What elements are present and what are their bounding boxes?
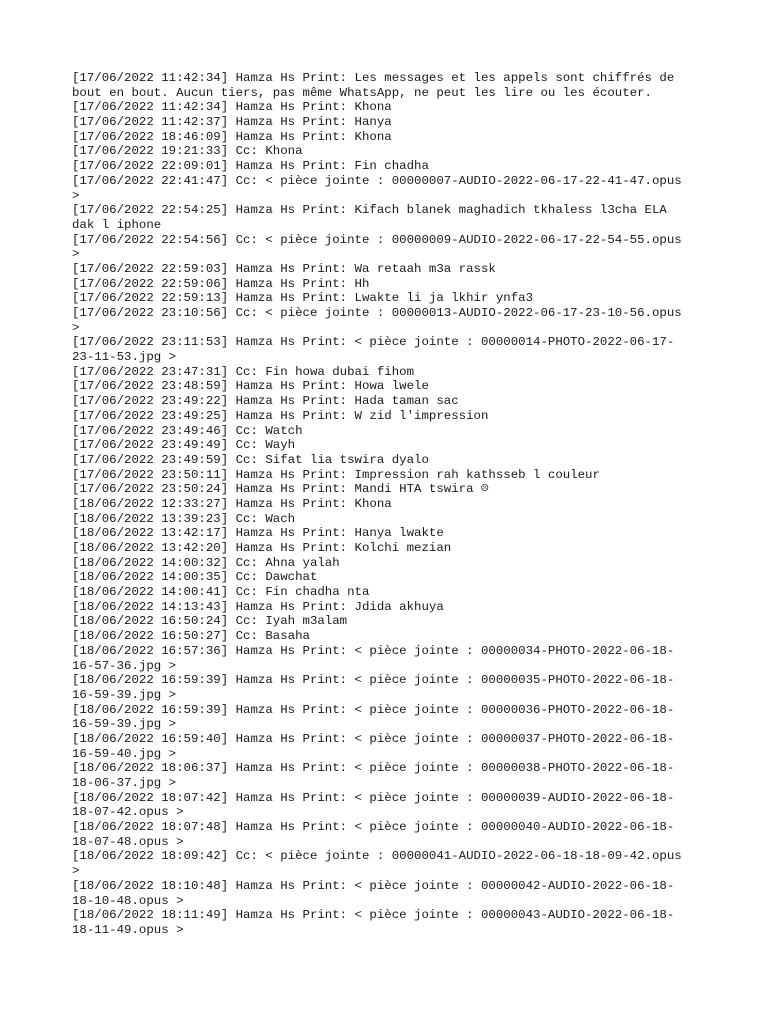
log-line: [17/06/2022 23:50:24] Hamza Hs Print: Mandi HTA tswira ☹ xyxy=(72,482,489,497)
log-line: [18/06/2022 18:07:48] Hamza Hs Print: < pièce jointe : 00000040-AUDIO-2022-06-18- xyxy=(72,820,675,835)
log-line: [18/06/2022 14:00:32] Cc: Ahna yalah xyxy=(72,555,340,570)
log-line: [17/06/2022 23:49:25] Hamza Hs Print: W zid l'impression xyxy=(72,408,489,423)
log-line: [18/06/2022 18:11:49] Hamza Hs Print: < pièce jointe : 00000043-AUDIO-2022-06-18- xyxy=(72,908,675,923)
log-line: [17/06/2022 23:49:49] Cc: Wayh xyxy=(72,438,296,453)
log-line: [17/06/2022 23:10:56] Cc: < pièce jointe : 00000013-AUDIO-2022-06-17-23-10-56.opus xyxy=(72,306,682,320)
chat-log xyxy=(72,71,702,938)
log-line: [18/06/2022 16:59:39] Hamza Hs Print: < pièce jointe : 00000035-PHOTO-2022-06-18- xyxy=(72,673,675,688)
log-line: [17/06/2022 23:48:59] Hamza Hs Print: Howa lwele xyxy=(72,379,429,394)
log-line: 18-06-37.jpg > xyxy=(72,776,177,790)
log-line: [17/06/2022 22:54:56] Cc: < pièce jointe : 00000009-AUDIO-2022-06-17-22-54-55.opus xyxy=(72,232,682,247)
log-line: 18-07-48.opus > xyxy=(72,834,184,849)
log-line: [18/06/2022 14:00:35] Cc: Dawchat xyxy=(72,570,318,585)
log-line: > xyxy=(72,188,80,203)
log-line: 16-59-39.jpg > xyxy=(72,717,177,732)
log-line: [17/06/2022 11:42:37] Hamza Hs Print: Hanya xyxy=(72,115,392,130)
log-line: [17/06/2022 22:41:47] Cc: < pièce jointe : 00000007-AUDIO-2022-06-17-22-41-47.opus xyxy=(72,173,682,188)
log-line: [17/06/2022 23:49:59] Cc: Sifat lia tswira dyalo xyxy=(72,452,429,467)
log-line: 23-11-53.jpg > xyxy=(72,350,177,365)
log-line: [17/06/2022 18:46:09] Hamza Hs Print: Khona xyxy=(72,129,392,144)
log-line: [17/06/2022 22:59:03] Hamza Hs Print: Wa retaah m3a rassk xyxy=(72,261,496,276)
log-line: [18/06/2022 13:39:23] Cc: Wach xyxy=(72,511,296,526)
log-line: [18/06/2022 16:50:27] Cc: Basaha xyxy=(72,629,310,644)
log-line: > xyxy=(72,247,80,262)
log-line: [18/06/2022 14:00:41] Cc: Fin chadha nta xyxy=(72,585,370,600)
log-line: 18-07-42.opus > xyxy=(72,805,184,820)
log-line: [17/06/2022 23:47:31] Cc: Fin howa dubai fihom xyxy=(72,364,415,379)
log-line: 18-11-49.opus > xyxy=(72,922,184,937)
log-line: [18/06/2022 13:42:17] Hamza Hs Print: Hanya lwakte xyxy=(72,526,444,541)
log-line: [17/06/2022 23:49:22] Hamza Hs Print: Hada taman sac xyxy=(72,394,459,409)
log-line: [17/06/2022 23:11:53] Hamza Hs Print: < pièce jointe : 00000014-PHOTO-2022-06-17- xyxy=(72,335,675,350)
log-line: [17/06/2022 19:21:33] Cc: Khona xyxy=(72,144,303,159)
log-line: [18/06/2022 13:42:20] Hamza Hs Print: Kolchi mezian xyxy=(72,541,452,555)
log-line: [18/06/2022 16:57:36] Hamza Hs Print: < pièce jointe : 00000034-PHOTO-2022-06-18- xyxy=(72,643,675,658)
log-line: [18/06/2022 16:59:40] Hamza Hs Print: < pièce jointe : 00000037-PHOTO-2022-06-18- xyxy=(72,731,675,746)
log-line: 18-10-48.opus > xyxy=(72,893,184,908)
log-line: bout en bout. Aucun tiers, pas même WhatsApp, ne peut les lire ou les écouter. xyxy=(72,85,652,100)
log-line: dak l iphone xyxy=(72,217,162,232)
log-line: [18/06/2022 16:59:39] Hamza Hs Print: < pièce jointe : 00000036-PHOTO-2022-06-18- xyxy=(72,702,675,717)
log-line: [17/06/2022 22:09:01] Hamza Hs Print: Fin chadha xyxy=(72,159,429,174)
log-line: [17/06/2022 22:59:13] Hamza Hs Print: Lwakte li ja lkhir ynfa3 xyxy=(72,291,534,306)
log-line: [17/06/2022 22:54:25] Hamza Hs Print: Kifach blanek maghadich tkhaless l3cha ELA xyxy=(72,203,667,218)
log-line: 16-59-40.jpg > xyxy=(72,746,177,761)
log-line: [18/06/2022 18:10:48] Hamza Hs Print: < pièce jointe : 00000042-AUDIO-2022-06-18- xyxy=(72,878,675,893)
log-line: [17/06/2022 22:59:06] Hamza Hs Print: Hh xyxy=(72,276,370,291)
log-line: [18/06/2022 16:50:24] Cc: Iyah m3alam xyxy=(72,614,348,629)
log-line: [17/06/2022 23:49:46] Cc: Watch xyxy=(72,423,303,438)
log-line: [18/06/2022 18:09:42] Cc: < pièce jointe : 00000041-AUDIO-2022-06-18-18-09-42.opus xyxy=(72,849,682,864)
log-line: > xyxy=(72,864,80,879)
log-line: [17/06/2022 11:42:34] Hamza Hs Print: Les messages et les appels sont chiffrés de xyxy=(72,71,675,85)
chat-export-page xyxy=(72,71,702,938)
log-line: > xyxy=(72,320,80,335)
log-line: [18/06/2022 18:07:42] Hamza Hs Print: < pièce jointe : 00000039-AUDIO-2022-06-18- xyxy=(72,790,675,805)
log-line: [18/06/2022 14:13:43] Hamza Hs Print: Jdida akhuya xyxy=(72,599,444,614)
log-line: [18/06/2022 12:33:27] Hamza Hs Print: Khona xyxy=(72,496,392,511)
log-line: 16-57-36.jpg > xyxy=(72,658,177,673)
log-line: [18/06/2022 18:06:37] Hamza Hs Print: < pièce jointe : 00000038-PHOTO-2022-06-18- xyxy=(72,761,675,776)
log-line: [17/06/2022 11:42:34] Hamza Hs Print: Khona xyxy=(72,100,392,115)
log-line: 16-59-39.jpg > xyxy=(72,687,177,702)
log-line: [17/06/2022 23:50:11] Hamza Hs Print: Impression rah kathsseb l couleur xyxy=(72,467,600,482)
